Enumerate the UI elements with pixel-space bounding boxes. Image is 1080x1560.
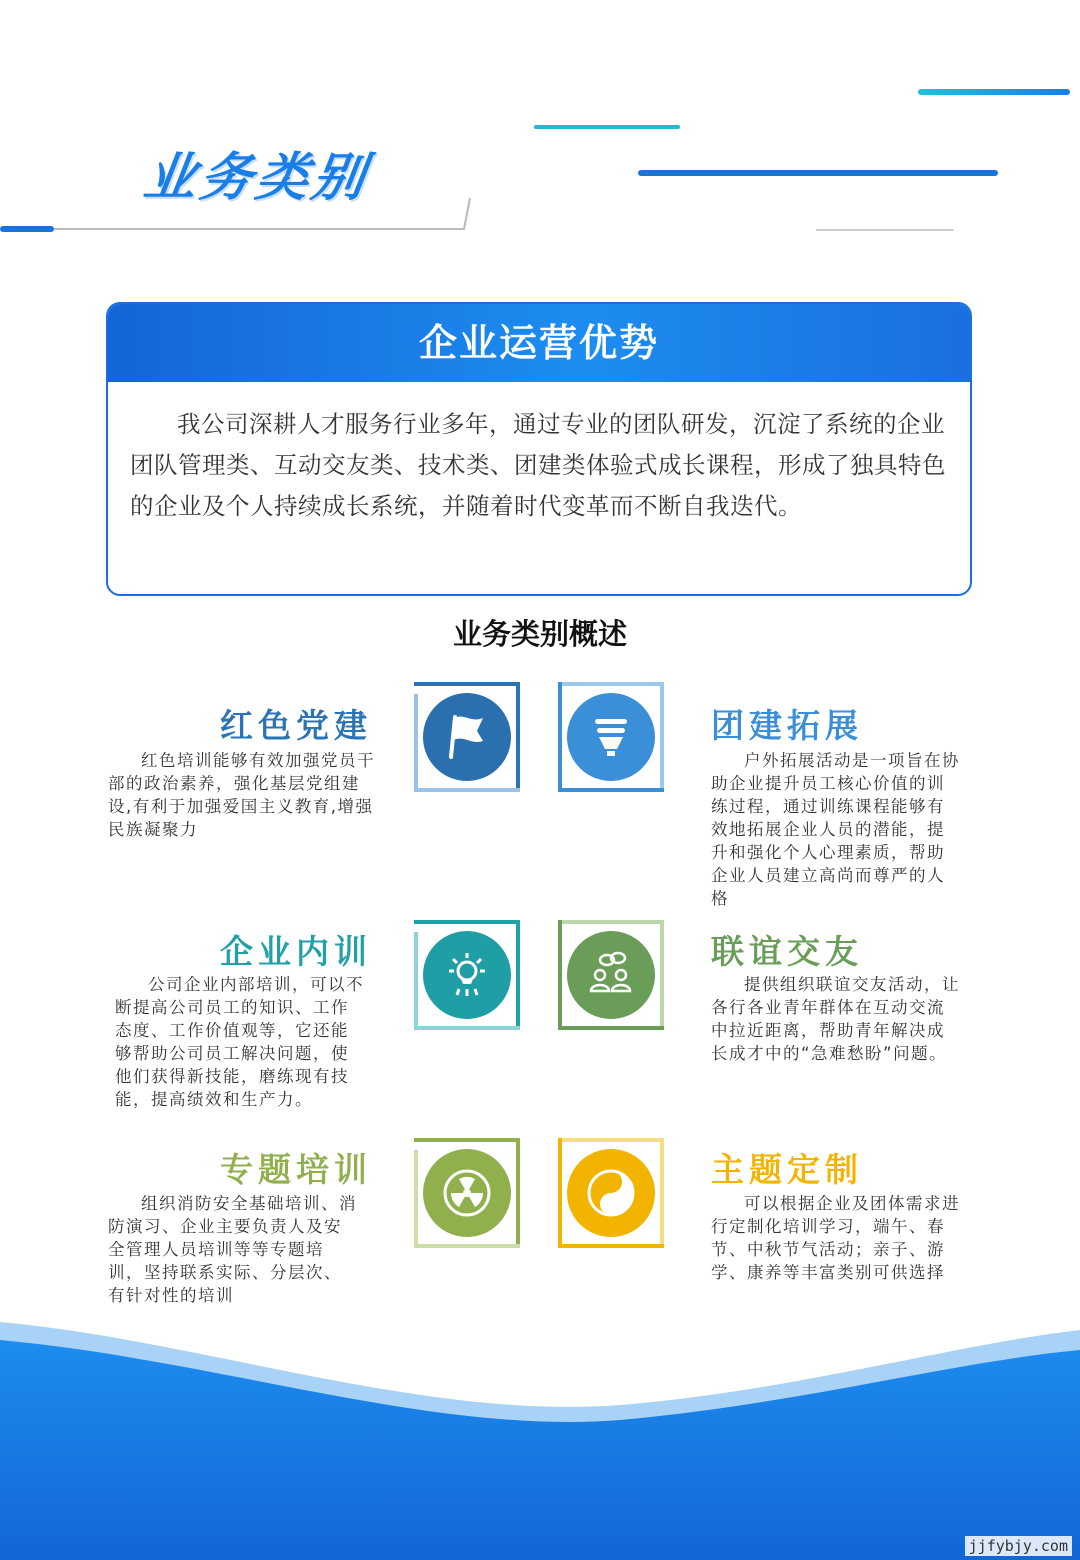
icon-frame-custom-theme [558,1138,664,1248]
flag-icon [439,709,495,765]
icon-frame-special-training [414,1138,520,1248]
category-text-special-training: 组织消防安全基础培训、消防演习、企业主要负责人及安全管理人员培训等等专题培训，坚持联系实际、分层次、有针对性的培训 [108,1194,357,1305]
yin-yang-icon [583,1165,639,1221]
overview-title: 业务类别概述 [452,617,627,651]
category-title-custom-theme: 主题定制 [711,1150,863,1189]
chat-people-icon [583,947,639,1003]
category-text-internal-training: 公司企业内部培训，可以不断提高公司员工的知识、工作态度、工作价值观等，它还能够帮助公司员工解决问题，使他们获得新技能，磨练现有技能，提高绩效和生产力。 [115,975,364,1109]
deco-line-blue-long [638,170,998,176]
deco-line-top-right [918,89,1070,95]
footer-wave [0,1300,1080,1560]
lightbulb-icon [439,947,495,1003]
page-title: 业务类别 [140,148,373,208]
icon-frame-team-building [558,682,664,792]
deco-line-cyan [534,125,680,129]
advantage-card [106,302,972,596]
deco-line-grey-right [816,229,954,231]
category-text-custom-theme: 可以根据企业及团体需求进行定制化培训学习，端午、春节、中秋节气活动；亲子、游学、康养等丰富类别可供选择 [711,1194,960,1282]
icon-frame-red-party [414,682,520,792]
icon-frame-internal-training [414,920,520,1030]
category-text-red-party: 红色培训能够有效加强党员干部的政治素养，强化基层党组建设,有利于加强爱国主义教育,增强民族凝聚力 [108,751,375,839]
category-text-social: 提供组织联谊交友活动，让各行各业青年群体在互动交流中拉近距离，帮助青年解决成长成才中的“急难愁盼”问题。 [711,975,960,1063]
watermark-text: jjfybjy.com [965,1536,1072,1556]
category-text-team-building: 户外拓展活动是一项旨在协助企业提升员工核心价值的训练过程，通过训练课程能够有效地拓展企业人员的潜能，提升和强化个人心理素质，帮助企业人员建立高尚而尊严的人格 [711,751,960,908]
radiation-icon [439,1165,495,1221]
cup-icon [583,709,639,765]
advantage-paragraph: 我公司深耕人才服务行业多年，通过专业的团队研发，沉淀了系统的企业团队管理类、互动交友类、技术类、团建类体验式成长课程，形成了独具特色的企业及个人持续成长系统，并随着时代变革而不断自我迭代。 [130,410,946,520]
category-title-team-building: 团建拓展 [711,706,863,745]
category-title-red-party: 红色党建 [220,706,372,745]
advantage-heading: 企业运营优势 [108,304,970,382]
deco-line-blue-left [0,226,54,232]
icon-frame-social [558,920,664,1030]
category-title-internal-training: 企业内训 [220,932,372,971]
category-title-special-training: 专题培训 [220,1150,372,1189]
category-title-social: 联谊交友 [711,932,863,971]
